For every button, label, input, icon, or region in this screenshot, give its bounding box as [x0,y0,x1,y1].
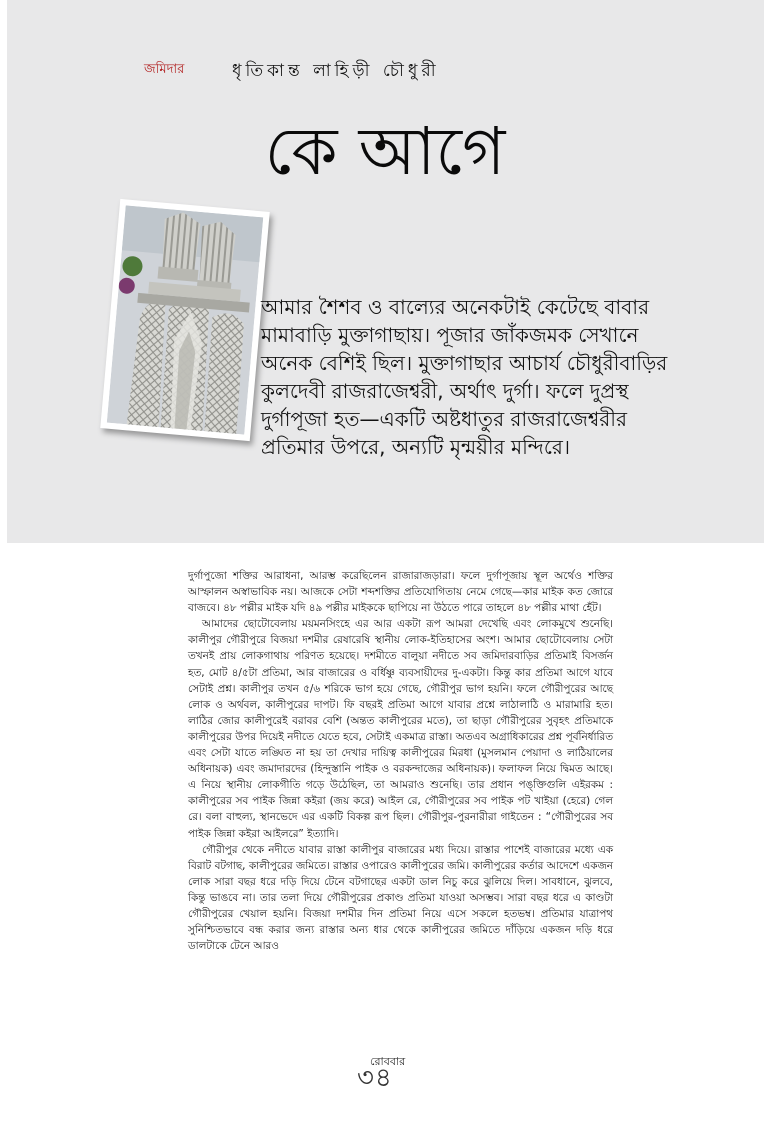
body-paragraph: দুর্গাপুজো শক্তির আরাধনা, আরম্ভ করেছিলেন রাজারাজড়ারা। ফলে দুর্গাপূজায় স্থূল অর্থেও শক্তির আস্ফালন অস্বাভাবিক নয়। আজকে সেটা শব্দশক্তির প্রতিযোগিতায় নেমে গেছে—কার মাইক কত জোরে বাজবে। ৪৮ পল্লীর মাইক যদি ৪৯ পল্লীর মাইককে ছাপিয়ে না উঠতে পারে তাহলে ৪৮ পল্লীর মাথা হেঁট। [188,570,613,615]
pillar-image [107,205,263,434]
lead-paragraph: আমার শৈশব ও বাল্যের অনেকটাই কেটেছে বাবার মামাবাড়ি মুক্তাগাছায়। পূজার জাঁকজমক সেখানে অনেক বেশিই ছিল। মুক্তাগাছার আচার্য চৌধুরীবাড়ির কুলদেবী রাজরাজেশ্বরী, অর্থাৎ দুর্গা। ফলে দুপ্রস্থ দুর্গাপূজা হত—একটি অষ্টধাতুর রাজরাজেশ্বরীর প্রতিমার উপরে, অন্যটি মৃন্ময়ীর মন্দিরে। [261,295,668,459]
carved-pillar-photo [100,199,269,441]
category-label: জমিদার [144,62,185,77]
page-number: ৩৪ [357,1063,393,1093]
magazine-name: রোববার [370,1055,406,1068]
author-name: ধৃতিকান্ত লাহিড়ী চৌধুরী [232,61,440,81]
article-body [188,568,613,954]
body-paragraph: গৌরীপুর থেকে নদীতে যাবার রাস্তা কালীপুর বাজারের মধ্য দিয়ে। রাস্তার পাশেই বাজারের মধ্যে এক বিরাট বটগাছ, কালীপুরের জমিতে। রাস্তার ওপারেও কালীপুরের জমি। কালীপুরের কর্তার আদেশে একজন লোক সারা বছর ধরে দড়ি দিয়ে টেনে বটগাছের একটা ডাল নিচু করে ঝুলিয়ে দিল। সাবধানে, ঝুলবে, কিন্তু ভাঙবে না। তার তলা দিয়ে গৌরীপুরের প্রকাণ্ড প্রতিমা যাওয়া অসম্ভব। সারা বছর ধরে এ কাণ্ডটা গৌরীপুরের খেয়াল হয়নি। বিজয়া দশমীর দিন প্রতিমা নিয়ে এসে সকলে হতভম্ব। প্রতিমার যাত্রাপথ সুনিশ্চিতভাবে বন্ধ করার জন্য রাস্তার অন্য ধার থেকে কালীপুরের জমিতে দাঁড়িয়ে একজন দড়ি ধরে ডালটাকে টেনে আরও [188,843,613,953]
body-paragraph: আমাদের ছোটোবেলায় ময়মনসিংহে এর আর একটা রূপ আমরা দেখেছি এবং লোকমুখে শুনেছি। কালীপুর গৌরীপুরে বিজয়া দশমীর রেষারেষি স্থানীয় লোক-ইতিহাসের অংশ। আমার ছোটোবেলায় সেটা তখনই প্রায় লোকগাথায় পরিণত হয়েছে। দশমীতে বালুয়া নদীতে সব জমিদারবাড়ির প্রতিমাই বিসর্জন হত, মোট ৪/৫টা প্রতিমা, আর বাজারের ও বর্ধিষ্ণু ব্যবসায়ীদের দু-একটা। কিন্তু কার প্রতিমা আগে যাবে সেটাই প্রশ্ন। কালীপুর তখন ৫/৬ শরিকে ভাগ হয়ে গেছে, গৌরীপুর ভাগ হয়নি। ফলে গৌরীপুরের আছে লোক ও অর্থবল, কালীপুরের দাপট। ফি বছরই প্রতিমা আগে যাবার প্রশ্নে লাঠালাঠি ও মারামারি হত। লাঠির জোর কালীপুরেই বরাবর বেশি (অন্তত কালীপুরের মতে), তা ছাড়া গৌরীপুরের সুবৃহৎ প্রতিমাকে কালীপুরের উপর দিয়েই নদীতে যেতে হবে, সেটাই একমাত্র রাস্তা। অতএব অগ্রাধিকারের প্রশ্ন পূর্বনির্ধারিত এবং সেটা যাতে লঙ্ঘিত না হয় তা দেখার দায়িত্ব কালীপুরের মিরধা (মুসলমান পেয়াদা ও লাঠিয়ালের অধিনায়ক) এবং জমাদারদের (হিন্দুস্তানি পাইক ও বরকন্দাজের অধিনায়ক)। ফলাফল নিয়ে দ্বিমত আছে। এ নিয়ে স্থানীয় লোকগীতি গড়ে উঠেছিল, তা আমরাও শুনেছি। তার প্রধান পঙ্‌ক্তিগুলি এইরকম : কালীপুরের সব পাইক জিন্না কইরা (জয় করে) আইল রে, গৌরীপুরের সব পাইক পট খাইয়া (হেরে) গেল রে। বলা বাহুল্য, স্থানভেদে এর একটি বিকল্প রূপ ছিল। গৌরীপুর-পুরনারীরা গাইতেন : “গৌরীপুরের সব পাইক জিন্না কইরা আইলরে” ইত্যাদি। [188,618,613,840]
article-title: কে আগে [264,113,506,190]
